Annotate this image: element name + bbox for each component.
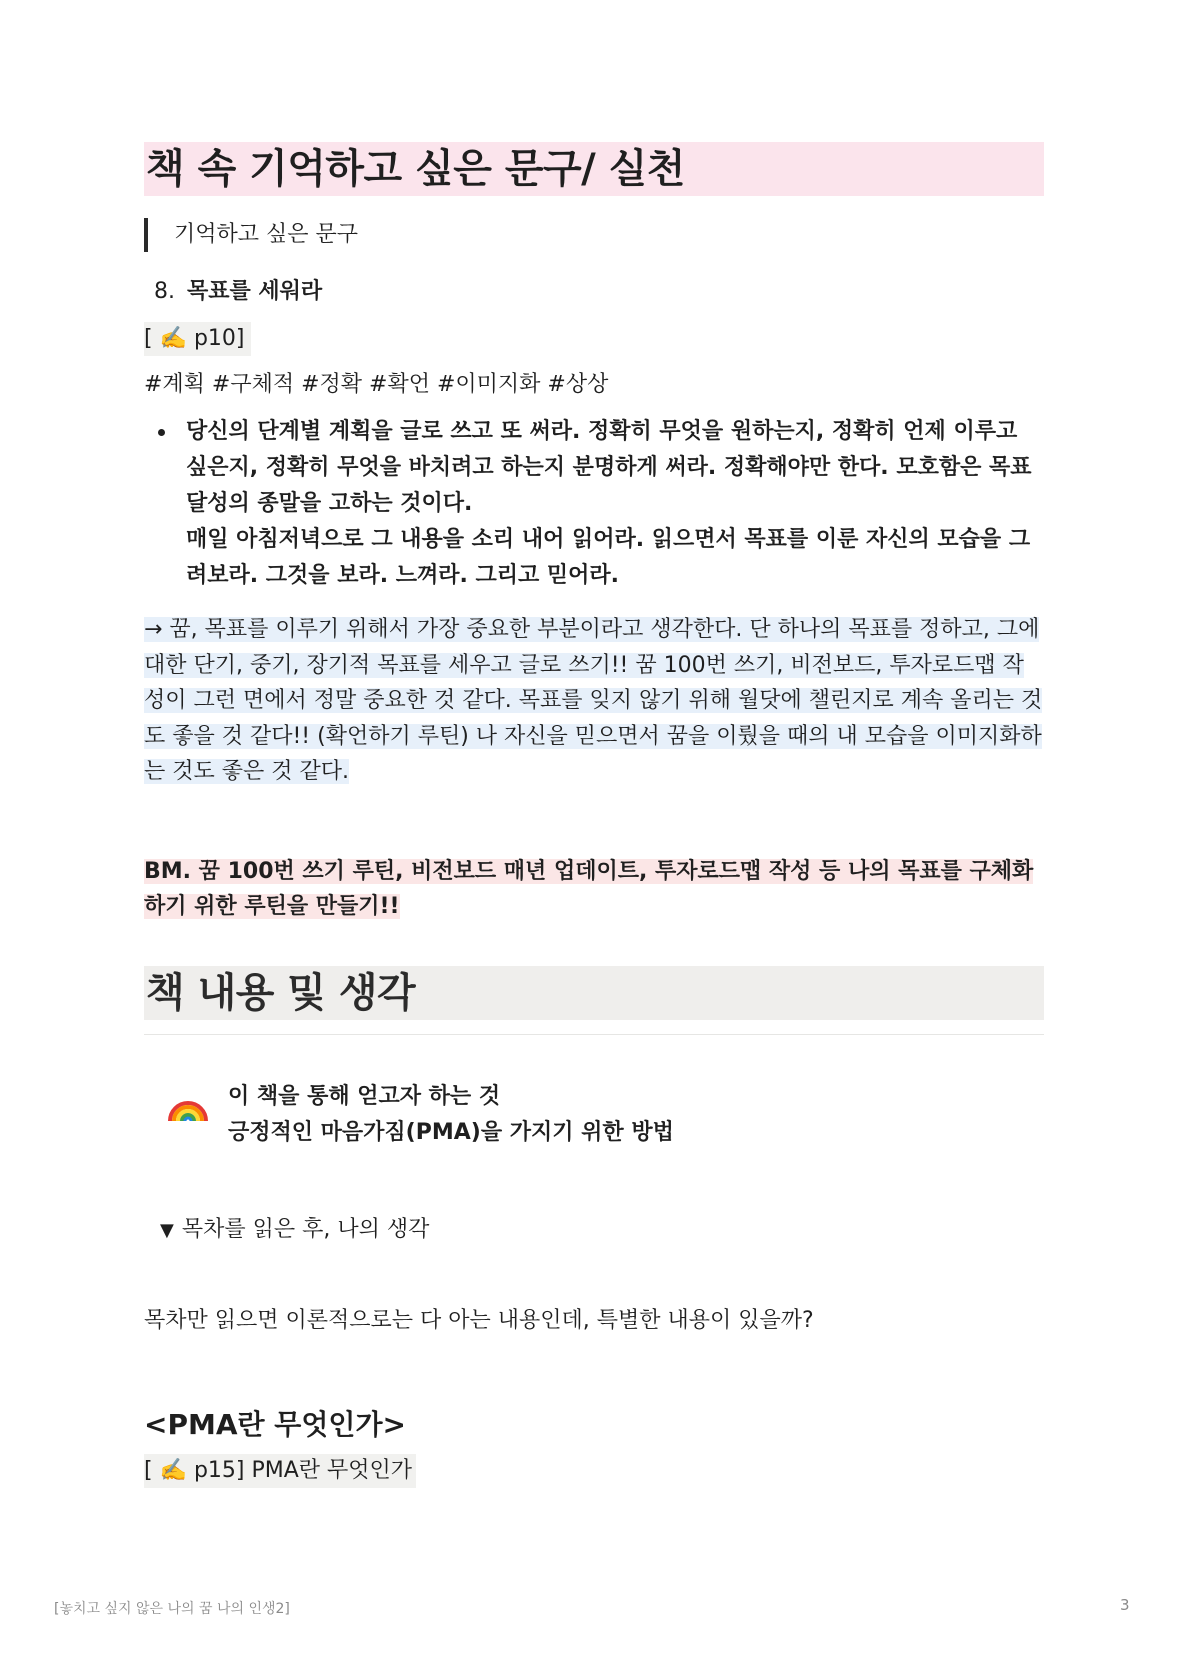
callout-line-1: 이 책을 통해 얻고자 하는 것 (228, 1083, 501, 1109)
item-title: 목표를 세워라 (187, 279, 323, 304)
section-heading-quotes: 책 속 기억하고 싶은 문구/ 실천 (144, 142, 1044, 196)
toggle-block[interactable] (144, 1213, 1044, 1248)
reflection-paragraph (144, 612, 1044, 790)
toggle-label: 목차를 읽은 후, 나의 생각 (181, 1216, 430, 1242)
benchmark-text: BM. 꿈 100번 쓰기 루틴, 비전보드 매년 업데이트, 투자로드맵 작성 등 나의 목표를 구체화하기 위한 루틴을 만들기!! (144, 858, 1034, 919)
page-reference-2: [ ✍️ p15] PMA란 무엇인가 (144, 1454, 416, 1488)
bullet-paragraph-2: 매일 아침저녁으로 그 내용을 소리 내어 읽어라. 읽으면서 목표를 이룬 자신의 모습을 그려보라. 그것을 보라. 느껴라. 그리고 믿어라. (186, 527, 1031, 588)
subheading: <PMA란 무엇인가> (144, 1407, 406, 1441)
footer-page-number: 3 (1120, 1596, 1130, 1614)
bullet-paragraph-1: 당신의 단계별 계획을 글로 쓰고 또 써라. 정확히 무엇을 원하는지, 정확히 언제 이루고 싶은지, 정확히 무엇을 바치려고 하는지 분명하게 써라. 정확해야만 한다. 모호함은 목표 달성의 종말을 고하는 것이다. (186, 419, 1032, 516)
quote-block: 기억하고 싶은 문구 (144, 218, 1044, 252)
reflection-text: → 꿈, 목표를 이루기 위해서 가장 중요한 부분이라고 생각한다. 단 하나의 목표를 정하고, 그에 대한 단기, 중기, 장기적 목표를 세우고 글로 쓰기!! 꿈 100번 쓰기, 비전보드, 투자로드맵 작성이 그런 면에서 정말 중요한 것 같다. 목표를 잊지 않기 위해 월닷에 챌린지로 계속 올리는 것도 좋을 것 같다!! (확언하기 루틴) 나 자신을 믿으면서 꿈을 이뤘을 때의 내 모습을 이미지화하는 것도 좋은 것 같다. (144, 617, 1043, 784)
item-number: 8. (154, 279, 175, 304)
callout-block (144, 1079, 1044, 1151)
callout-line-2: 긍정적인 마음가짐(PMA)을 가지기 위한 방법 (228, 1119, 674, 1145)
numbered-item (144, 274, 1044, 310)
page-reference: [ ✍️ p10] (144, 322, 251, 356)
body-paragraph: 목차만 읽으면 이론적으로는 다 아는 내용인데, 특별한 내용이 있을까? (144, 1307, 814, 1333)
benchmark-paragraph (144, 854, 1044, 924)
rainbow-icon (166, 1081, 210, 1125)
divider (144, 1034, 1044, 1035)
section-heading-content: 책 내용 및 생각 (144, 966, 1044, 1020)
page-content (144, 142, 1044, 1488)
bullet-dot (158, 429, 165, 436)
toggle-triangle-icon[interactable]: ▼ (160, 1219, 174, 1241)
bullet-item (144, 414, 1044, 594)
footer-title: [놓치고 싶지 않은 나의 꿈 나의 인생2] (54, 1601, 290, 1617)
tag-list: #계획 #구체적 #정확 #확언 #이미지화 #상상 (144, 372, 609, 397)
